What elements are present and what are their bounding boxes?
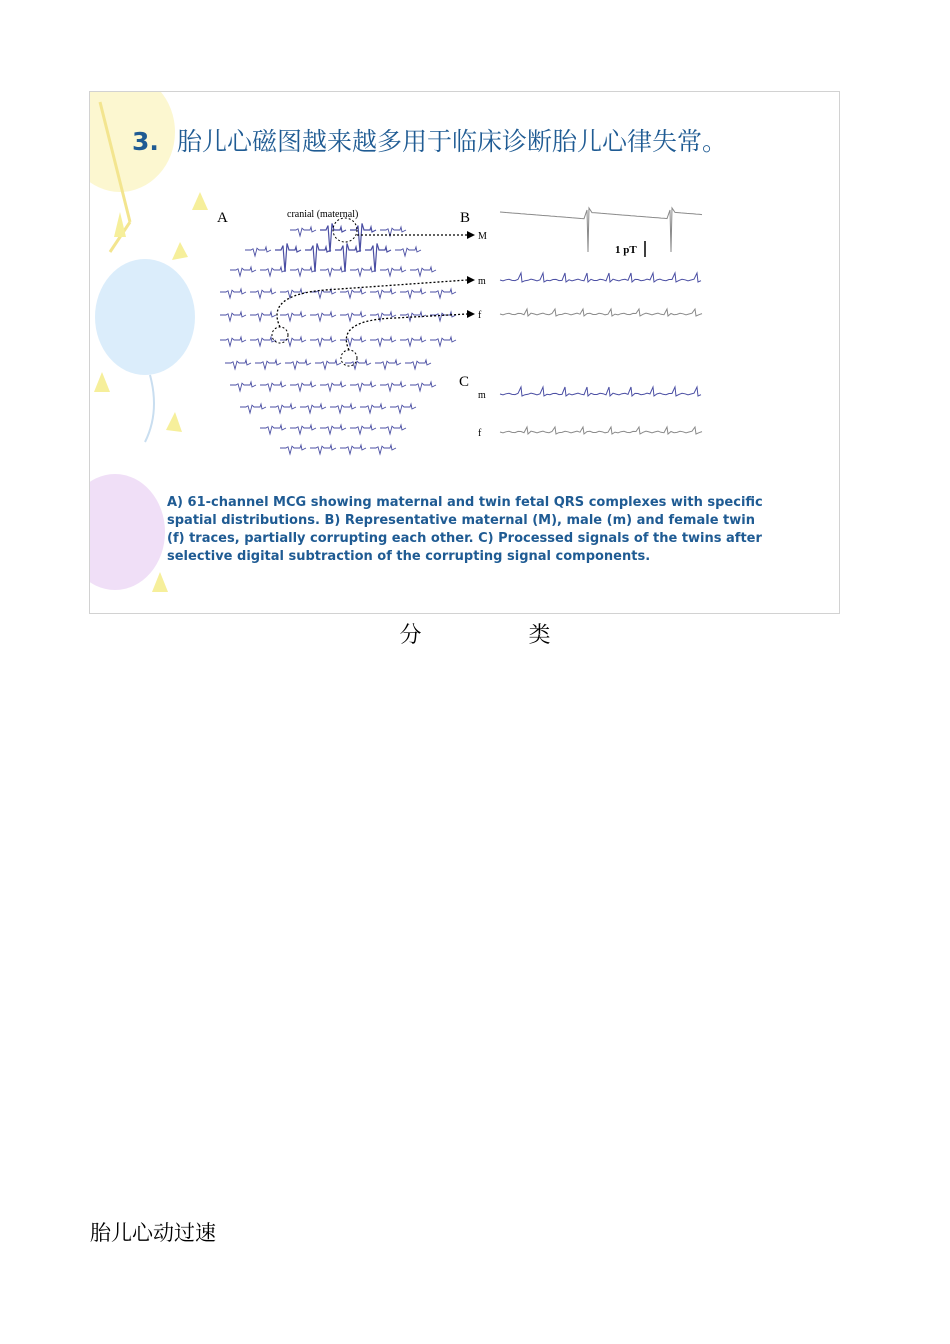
mcg-channel-trace xyxy=(430,289,456,298)
mcg-channel-trace xyxy=(310,337,336,346)
mcg-channel-trace xyxy=(310,312,336,321)
mcg-channel-trace xyxy=(290,267,316,276)
mcg-channel-trace xyxy=(290,425,316,434)
bottom-heading: 胎儿心动过速 xyxy=(90,1221,216,1245)
mcg-channel-trace xyxy=(220,337,246,346)
arrow-f xyxy=(346,314,467,350)
mcg-channel-trace xyxy=(370,445,396,454)
male-trace-c xyxy=(500,387,701,396)
mcg-channel-trace xyxy=(335,243,361,272)
slide-image xyxy=(89,91,840,614)
mcg-channel-trace xyxy=(320,382,346,391)
mcg-channel-trace xyxy=(360,404,386,413)
mcg-channel-trace xyxy=(340,337,366,346)
mcg-channel-trace xyxy=(260,267,286,276)
mcg-channel-trace xyxy=(305,243,331,272)
mcg-channel-trace xyxy=(380,382,406,391)
section-heading: 分 类 xyxy=(399,623,601,648)
channel-grid xyxy=(220,223,456,454)
mcg-channel-trace xyxy=(240,404,266,413)
mcg-channel-trace xyxy=(345,360,371,369)
female-circle xyxy=(341,350,357,366)
male-trace-b xyxy=(500,273,701,282)
mcg-channel-trace xyxy=(250,312,276,321)
cranial-label: cranial (maternal) xyxy=(287,209,359,220)
mcg-channel-trace xyxy=(370,312,396,321)
trace-label-m-bottom: m xyxy=(478,390,486,401)
mcg-channel-trace xyxy=(380,425,406,434)
mcg-channel-trace xyxy=(350,382,376,391)
mcg-channel-trace xyxy=(365,243,391,272)
mcg-channel-trace xyxy=(260,425,286,434)
mcg-figure xyxy=(205,200,705,465)
mcg-channel-trace xyxy=(280,312,306,321)
mcg-channel-trace xyxy=(430,337,456,346)
maternal-trace xyxy=(500,208,702,252)
female-trace-c xyxy=(500,427,702,434)
mcg-channel-trace xyxy=(275,243,301,272)
mcg-channel-trace xyxy=(230,267,256,276)
mcg-channel-trace xyxy=(410,267,436,276)
mcg-channel-trace xyxy=(350,425,376,434)
mcg-channel-trace xyxy=(250,337,276,346)
panel-a-label: A xyxy=(217,210,228,226)
mcg-channel-trace xyxy=(400,337,426,346)
mcg-channel-trace xyxy=(250,289,276,298)
mcg-channel-trace xyxy=(300,404,326,413)
mcg-channel-trace xyxy=(320,425,346,434)
mcg-channel-trace xyxy=(290,227,316,236)
mcg-channel-trace xyxy=(410,382,436,391)
female-trace-b xyxy=(500,309,702,316)
mcg-channel-trace xyxy=(285,360,311,369)
mcg-channel-trace xyxy=(380,267,406,276)
figure-caption: A) 61-channel MCG showing maternal and twin fetal QRS complexes with specific spatial distributions. B) Representative maternal (M), male (m) and female twin (f) traces, partially corrupting each other. C) Processed signals of the twins after selective digital subtraction of the corrupting signal components. xyxy=(167,495,763,564)
mcg-channel-trace xyxy=(245,247,271,256)
trace-label-m-top: m xyxy=(478,276,486,287)
trace-label-f-top: f xyxy=(478,310,482,321)
mcg-channel-trace xyxy=(290,382,316,391)
mcg-channel-trace xyxy=(315,360,341,369)
mcg-channel-trace xyxy=(395,247,421,256)
mcg-channel-trace xyxy=(220,312,246,321)
mcg-channel-trace xyxy=(430,312,456,321)
mcg-channel-trace xyxy=(340,445,366,454)
mcg-channel-trace xyxy=(340,312,366,321)
mcg-channel-trace xyxy=(370,337,396,346)
mcg-channel-trace xyxy=(375,360,401,369)
trace-label-M: M xyxy=(478,231,487,242)
mcg-channel-trace xyxy=(320,267,346,276)
mcg-channel-trace xyxy=(340,289,366,298)
mcg-channel-trace xyxy=(280,445,306,454)
mcg-channel-trace xyxy=(390,404,416,413)
mcg-channel-trace xyxy=(225,360,251,369)
mcg-channel-trace xyxy=(310,445,336,454)
scale-label: 1 pT xyxy=(615,244,637,256)
mcg-channel-trace xyxy=(370,289,396,298)
slide-number: 3. xyxy=(132,127,159,156)
slide-title xyxy=(132,124,812,159)
mcg-channel-trace xyxy=(405,360,431,369)
mcg-channel-trace xyxy=(220,289,246,298)
mcg-channel-trace xyxy=(255,360,281,369)
mcg-channel-trace xyxy=(270,404,296,413)
slide-title-text: 胎儿心磁图越来越多用于临床诊断胎儿心律失常。 xyxy=(177,127,728,156)
mcg-channel-trace xyxy=(400,312,426,321)
mcg-channel-trace xyxy=(330,404,356,413)
trace-label-f-bottom: f xyxy=(478,428,482,439)
mcg-channel-trace xyxy=(260,382,286,391)
panel-c-label: C xyxy=(459,374,470,390)
mcg-channel-trace xyxy=(400,289,426,298)
mcg-channel-trace xyxy=(230,382,256,391)
panel-b-label: B xyxy=(460,210,471,226)
mcg-channel-trace xyxy=(350,267,376,276)
